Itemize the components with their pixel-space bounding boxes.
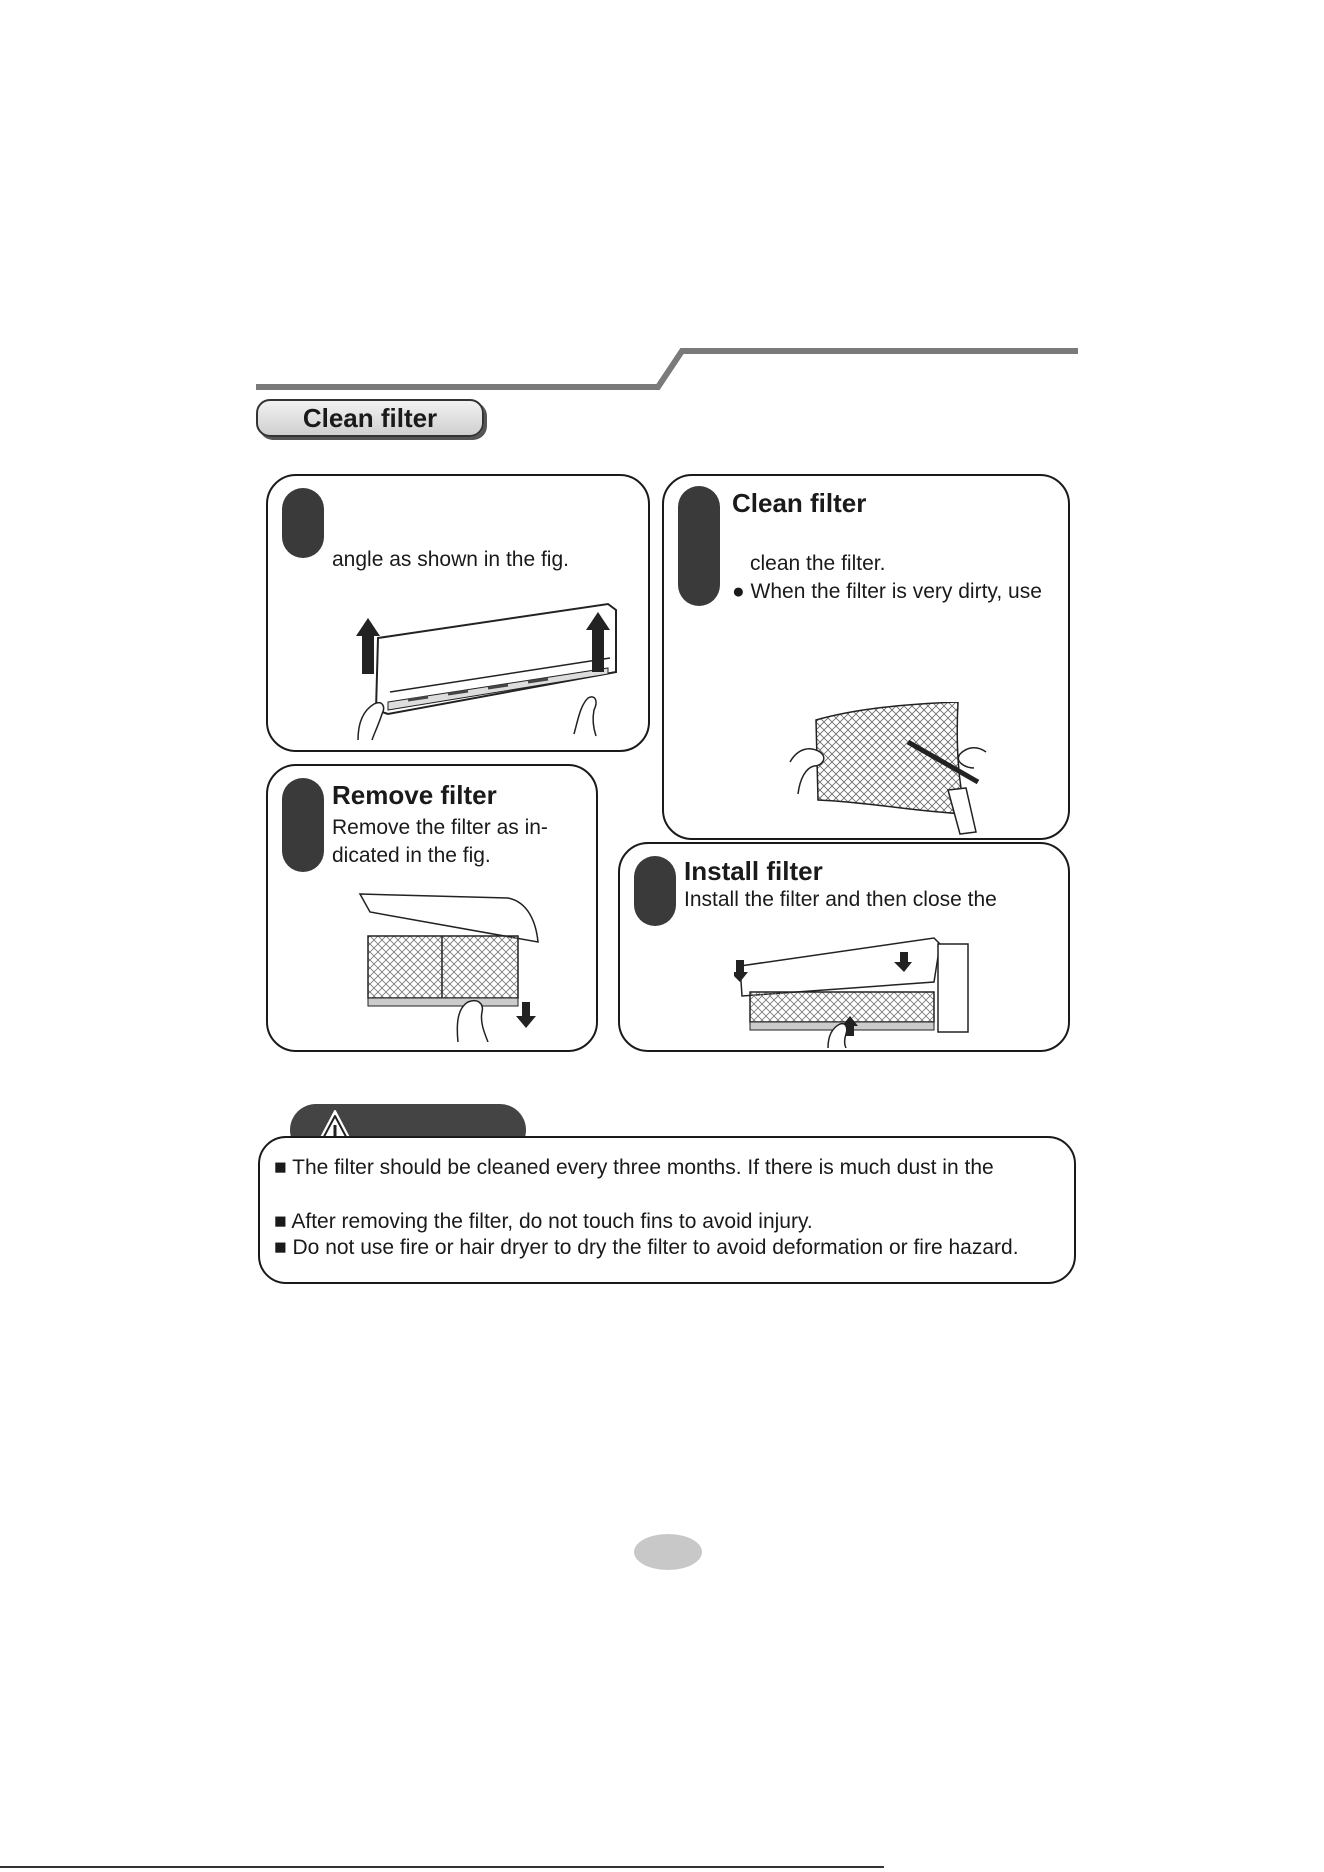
step-title: Clean filter <box>732 488 867 518</box>
footer-rule <box>0 1866 884 1868</box>
step-card-open-panel <box>266 474 650 752</box>
step-marker <box>678 486 720 606</box>
step-text: dicated in the fig. <box>332 844 491 867</box>
page-number-badge <box>634 1534 702 1570</box>
caution-item: ■ The filter should be cleaned every three months. If there is much dust in the <box>274 1156 994 1179</box>
step-title: Install filter <box>684 856 823 886</box>
caution-item: ■ After removing the filter, do not touch fins to avoid injury. <box>274 1210 813 1233</box>
step-marker <box>282 778 324 872</box>
remove-filter-illustration <box>358 892 558 1042</box>
section-title: Clean filter <box>302 403 438 433</box>
step-text: Install the filter and then close the <box>684 888 997 911</box>
step-text: angle as shown in the fig. <box>332 548 569 571</box>
step-title: Remove filter <box>332 780 497 810</box>
caution-item: ■ Do not use fire or hair dryer to dry the filter to avoid deformation or fire hazard. <box>274 1236 1019 1259</box>
step-text: ● When the filter is very dirty, use <box>732 580 1042 603</box>
step-text: Remove the filter as in- <box>332 816 548 839</box>
step-text: clean the filter. <box>750 552 886 575</box>
step-marker <box>282 488 324 558</box>
step-card-remove <box>266 764 598 1052</box>
step-card-install <box>618 842 1070 1052</box>
clean-filter-illustration <box>788 702 988 838</box>
step-card-clean <box>662 474 1070 840</box>
open-panel-illustration <box>348 602 628 742</box>
caution-box <box>258 1136 1076 1284</box>
section-title-tab <box>256 399 484 437</box>
step-marker <box>634 856 676 926</box>
install-filter-illustration <box>734 936 974 1048</box>
